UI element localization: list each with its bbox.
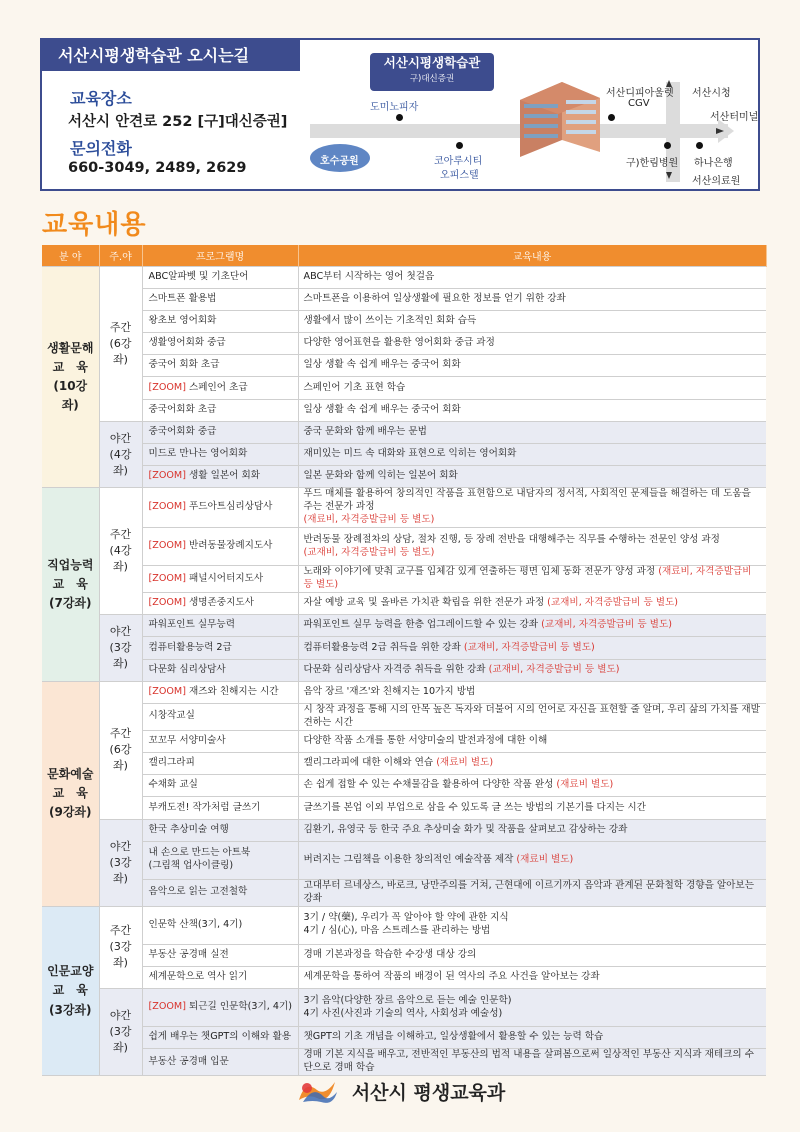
shift-label: 주간 <box>109 320 132 334</box>
program-name-text: 부캐도전! 작가처럼 글쓰기 <box>148 801 261 813</box>
area-cell <box>42 488 99 681</box>
program-name-text: 푸드아트심리상담사 <box>185 501 273 513</box>
description-text: 푸드 매체를 활용하여 창의적인 작품을 표현함으로 내담자의 정서적, 사회적인 문제들을 해결하는 데 도움을 주는 전문가 과정 <box>303 488 751 513</box>
program-description <box>298 333 766 355</box>
program-description <box>298 730 766 752</box>
program-description <box>298 637 766 659</box>
area-label: 교 육 <box>52 786 88 801</box>
table-row <box>42 704 766 731</box>
shift-cell <box>99 615 142 682</box>
program-name <box>142 593 298 615</box>
program-name <box>142 730 298 752</box>
program-description <box>298 879 766 906</box>
table-row <box>42 488 766 528</box>
program-name <box>142 266 298 288</box>
program-description <box>298 1049 766 1076</box>
program-name-text: 수채화 교실 <box>148 779 198 791</box>
program-name-text: 생활영어회화 중급 <box>148 337 226 349</box>
zoom-tag: [ZOOM] <box>148 685 186 697</box>
table-row <box>42 730 766 752</box>
footer <box>0 1076 800 1116</box>
program-name <box>142 906 298 944</box>
shift-label: 야간 <box>109 839 132 853</box>
description-text: 3기 음악(다양한 장르 음악으로 듣는 예술 인문학) <box>303 994 512 1006</box>
program-name-text: 부동산 공경매 입문 <box>148 1055 229 1067</box>
program-name-text: 한국 추상미술 여행 <box>148 823 229 835</box>
program-name-text: 퇴근길 인문학(3기, 4기) <box>185 1001 292 1013</box>
table-row <box>42 310 766 332</box>
table-row <box>42 775 766 797</box>
program-name <box>142 819 298 841</box>
program-description <box>298 906 766 944</box>
program-name-text: 내 손으로 만드는 아트북 <box>148 847 251 859</box>
map-label-bank: 하나은행 <box>694 158 733 169</box>
map-label-cityhall: 서산시청 <box>692 88 731 99</box>
fee-note: (재료비 별도) <box>513 853 574 865</box>
table-row <box>42 444 766 466</box>
program-name-text: 파워포인트 실무능력 <box>148 619 235 631</box>
description-text: 생활에서 많이 쓰이는 기초적인 회화 습득 <box>303 315 477 326</box>
program-name-text: 인문학 산책(3기, 4기) <box>148 918 243 930</box>
description-text: 일상 생활 속 쉽게 배우는 중국어 회화 <box>303 403 461 415</box>
footer-org: 서산시 평생교육과 <box>351 1081 506 1104</box>
program-name-text: 쉽게 배우는 챗GPT의 이해와 활용 <box>148 1031 291 1043</box>
table-row <box>42 266 766 288</box>
fee-note: (교재비, 자격증발급비 등 별도) <box>303 546 435 558</box>
table-row <box>42 288 766 310</box>
program-name <box>142 399 298 421</box>
header-description: 교육내용 <box>298 245 766 266</box>
description-text: 스페인어 기초 표현 학습 <box>303 381 406 393</box>
program-description <box>298 355 766 377</box>
description-text: 세계문학을 통하여 작품의 배경이 된 역사의 주요 사건을 알아보는 강좌 <box>303 971 600 982</box>
description-text: 스마트폰을 이용하여 일상생활에 필요한 정보를 얻기 위한 강좌 <box>303 292 566 304</box>
shift-cell <box>99 819 142 906</box>
program-name <box>142 333 298 355</box>
shift-cell <box>99 421 142 488</box>
program-name <box>142 615 298 637</box>
description-text: 일본 문화와 함께 익히는 일본어 회화 <box>303 470 458 482</box>
program-name <box>142 444 298 466</box>
map-label-medical: 서산의료원 <box>692 176 741 187</box>
shift-label: 주간 <box>109 924 132 938</box>
description-text: 자살 예방 교육 및 올바른 가치관 확립을 위한 전문가 과정 <box>303 597 545 609</box>
table-row <box>42 753 766 775</box>
header-shift: 주.야 <box>99 245 142 266</box>
area-label: 생활문해 <box>47 340 94 355</box>
table-row <box>42 637 766 659</box>
description-text: 버려지는 그림책을 이용한 창의적인 예술작품 제작 <box>303 853 514 865</box>
shift-label: (6강좌) <box>109 743 132 773</box>
program-description <box>298 753 766 775</box>
table-row <box>42 566 766 593</box>
program-description <box>298 488 766 528</box>
shift-label: 야간 <box>109 1009 132 1023</box>
zoom-tag: [ZOOM] <box>148 597 186 609</box>
table-row <box>42 797 766 819</box>
program-description <box>298 966 766 988</box>
description-text: 음악 장르 '재즈'와 친해지는 10가지 방법 <box>303 685 476 697</box>
area-label: 문화예술 <box>47 766 94 781</box>
program-description <box>298 797 766 819</box>
location-map <box>300 42 758 191</box>
description-text: 손 쉽게 접할 수 있는 수채물감을 활용하여 다양한 작품 완성 <box>303 779 554 791</box>
program-name-text: 미드로 만나는 영어회화 <box>148 448 248 460</box>
program-description <box>298 775 766 797</box>
program-name-text: ABC알파벳 및 기초단어 <box>148 270 249 282</box>
program-name-text: 중국어회화 중급 <box>148 425 217 437</box>
area-cell <box>42 681 99 906</box>
program-description <box>298 1027 766 1049</box>
program-name <box>142 566 298 593</box>
fee-note: (재료비 별도) <box>553 779 614 791</box>
building-title: 서산시평생학습관 <box>383 55 481 70</box>
program-name-text: 스마트폰 활용법 <box>148 292 217 304</box>
table-row <box>42 355 766 377</box>
table-row <box>42 466 766 488</box>
area-label: (3강좌) <box>48 1002 92 1017</box>
table-row <box>42 841 766 879</box>
description-text: 캘리그라피에 대한 이해와 연습 <box>303 757 434 769</box>
program-name <box>142 377 298 399</box>
table-row <box>42 377 766 399</box>
program-name-text: 시창작교실 <box>148 710 195 722</box>
building-callout <box>370 53 494 91</box>
shift-label: (4강좌) <box>109 447 132 477</box>
program-name-text: (그림책 업사이클링) <box>148 860 234 872</box>
area-label: 교 육 <box>52 983 88 998</box>
program-description <box>298 819 766 841</box>
zoom-tag: [ZOOM] <box>148 540 186 552</box>
map-roads <box>300 42 758 191</box>
table-row <box>42 989 766 1027</box>
map-label-lakepark: 호수공원 <box>320 156 359 167</box>
shift-cell <box>99 906 142 988</box>
zoom-tag: [ZOOM] <box>148 1001 186 1013</box>
description-text: 다문화 심리상담사 자격증 취득을 위한 강좌 <box>303 663 486 675</box>
program-name <box>142 681 298 703</box>
program-name-text: 중국어 회화 초급 <box>148 359 220 371</box>
map-marker <box>456 142 463 149</box>
table-row <box>42 399 766 421</box>
program-name-text: 패널시어터지도사 <box>185 572 264 584</box>
table-row <box>42 879 766 906</box>
program-name <box>142 310 298 332</box>
program-name <box>142 288 298 310</box>
table-row <box>42 528 766 566</box>
program-name-text: 재즈와 친해지는 시간 <box>185 685 279 697</box>
program-name <box>142 841 298 879</box>
program-name-text: 캘리그라피 <box>148 757 195 769</box>
program-description <box>298 421 766 443</box>
map-label-officetel: 오피스텔 <box>440 170 479 181</box>
area-label: 인문교양 <box>47 964 94 979</box>
fee-note: (재료비 별도) <box>433 757 494 769</box>
shift-label: 야간 <box>109 625 132 639</box>
map-label-outlet: 서산디피아울렛 <box>606 88 674 99</box>
program-description <box>298 444 766 466</box>
shift-label: 야간 <box>109 431 132 445</box>
map-marker <box>664 142 671 149</box>
program-name-text: 꼬꼬무 서양미술사 <box>148 735 226 746</box>
table-row <box>42 681 766 703</box>
program-name-text: 왕초보 영어회화 <box>148 315 217 326</box>
program-description <box>298 566 766 593</box>
program-description <box>298 989 766 1027</box>
map-marker <box>396 114 403 121</box>
curriculum-table <box>42 245 767 1076</box>
program-description <box>298 288 766 310</box>
shift-label: (4강좌) <box>109 544 132 574</box>
building-subtitle: 구)대신증권 <box>409 74 455 84</box>
description-text: 경매 기본과정을 학습한 수강생 대상 강의 <box>303 948 477 960</box>
area-label: (9강좌) <box>48 805 92 820</box>
program-name-text: 반려동물장례지도사 <box>185 540 273 552</box>
program-description <box>298 593 766 615</box>
shift-label: (3강좌) <box>109 1025 132 1055</box>
table-row <box>42 819 766 841</box>
program-description <box>298 615 766 637</box>
shift-cell <box>99 266 142 421</box>
area-cell <box>42 266 99 488</box>
phone-value: 660-3049, 2489, 2629 <box>68 160 247 176</box>
program-name <box>142 488 298 528</box>
description-text: 컴퓨터활용능력 2급 취득을 위한 강좌 <box>303 641 461 653</box>
header-program: 프로그램명 <box>142 245 298 266</box>
program-name <box>142 989 298 1027</box>
program-description <box>298 659 766 681</box>
program-description <box>298 944 766 966</box>
program-name-text: 음악으로 읽는 고전철학 <box>148 886 248 898</box>
program-name <box>142 966 298 988</box>
description-text: ABC부터 시작하는 영어 첫걸음 <box>303 270 435 282</box>
area-label: 직업능력 <box>47 557 94 572</box>
zoom-tag: [ZOOM] <box>148 381 186 393</box>
description-text: 다양한 영어표현을 활용한 영어회화 중급 과정 <box>303 337 495 349</box>
program-name <box>142 1027 298 1049</box>
area-label: (10강좌) <box>53 378 88 413</box>
shift-label: 주간 <box>109 528 132 542</box>
shift-label: (3강좌) <box>109 940 132 970</box>
program-name-text: 스페인어 초급 <box>185 381 248 393</box>
zoom-tag: [ZOOM] <box>148 572 186 584</box>
table-row <box>42 593 766 615</box>
location-info-box <box>40 38 760 191</box>
program-description <box>298 377 766 399</box>
directions-title: 서산시평생학습관 오시는길 <box>42 40 300 71</box>
program-name <box>142 1049 298 1076</box>
program-name-text: 생활 일본어 회화 <box>185 470 260 482</box>
table-header-row <box>42 245 766 266</box>
description-text: 4기 사진(사진과 기술의 역사, 사회성과 예술성) <box>303 1007 503 1019</box>
description-text: 파워포인트 실무 능력을 한층 업그레이드할 수 있는 강좌 <box>303 619 539 631</box>
table-row <box>42 333 766 355</box>
area-label: 교 육 <box>52 359 88 374</box>
program-name <box>142 659 298 681</box>
program-description <box>298 528 766 566</box>
table-row <box>42 421 766 443</box>
program-name <box>142 421 298 443</box>
program-name <box>142 355 298 377</box>
shift-cell <box>99 488 142 615</box>
description-text: 김환기, 유영국 등 한국 주요 추상미술 화가 및 작품을 살펴보고 감상하는 강좌 <box>303 823 628 835</box>
location-label: 교육장소 <box>70 89 132 108</box>
shift-label: (6강좌) <box>109 336 132 366</box>
phone-label: 문의전화 <box>70 139 132 158</box>
description-text: 재미있는 미드 속 대화와 표현으로 익히는 영어회화 <box>303 448 517 460</box>
table-row <box>42 1027 766 1049</box>
program-name-text: 중국어회화 초급 <box>148 403 217 415</box>
fee-note: (교재비, 자격증발급비 등 별도) <box>538 619 672 631</box>
program-name <box>142 704 298 731</box>
program-name <box>142 775 298 797</box>
table-row <box>42 906 766 944</box>
program-description <box>298 466 766 488</box>
shift-label: (3강좌) <box>109 641 132 670</box>
description-text: 노래와 이야기에 맞춰 교구를 입체감 있게 연출하는 평면 입체 동화 전문가 양성 과정 <box>303 566 656 578</box>
map-label-domino: 도미노피자 <box>370 102 419 113</box>
program-name <box>142 879 298 906</box>
program-description <box>298 399 766 421</box>
program-name-text: 생명존중지도사 <box>185 597 254 609</box>
header-area: 분 야 <box>42 245 99 266</box>
program-name-text: 컴퓨터활용능력 2급 <box>148 641 232 653</box>
map-marker <box>696 142 703 149</box>
description-text: 다양한 작품 소개를 통한 서양미술의 발전과정에 대한 이해 <box>303 735 548 746</box>
map-label-korucity: 코아루시티 <box>434 156 483 167</box>
description-text: 시 창작 과정을 통해 시의 안목 높은 독자와 더불어 시의 언어로 자신을 표현할 줄 알며, 우리 삶의 가치를 재발견하는 시간 <box>303 704 760 728</box>
table-row <box>42 615 766 637</box>
program-description <box>298 704 766 731</box>
shift-label: 주간 <box>109 727 132 741</box>
table-row <box>42 659 766 681</box>
fee-note: (교재비, 자격증발급비 등 별도) <box>544 597 679 609</box>
shift-cell <box>99 989 142 1076</box>
description-text: 중국 문화와 함께 배우는 문법 <box>303 425 427 437</box>
fee-note: (재료비, 자격증발급비 등 별도) <box>303 514 435 526</box>
program-name <box>142 797 298 819</box>
program-name <box>142 637 298 659</box>
fee-note: (교재비, 자격증발급비 등 별도) <box>485 663 620 675</box>
table-row <box>42 944 766 966</box>
description-text: 일상 생활 속 쉽게 배우는 중국어 회화 <box>303 359 461 371</box>
program-name <box>142 753 298 775</box>
program-name-text: 부동산 공경매 실전 <box>148 948 229 960</box>
program-description <box>298 681 766 703</box>
map-label-cgv: CGV <box>628 98 650 109</box>
program-name-text: 다문화 심리상담사 <box>148 663 226 675</box>
program-name <box>142 944 298 966</box>
shift-label: (3강좌) <box>109 855 132 885</box>
area-cell <box>42 906 99 1075</box>
section-title: 교육내용 <box>42 210 147 240</box>
description-text: 글쓰기를 본업 이외 부업으로 삼을 수 있도록 글 쓰는 방법의 기본기를 다지는 시간 <box>303 801 646 813</box>
description-text: 4기 / 심(心), 마음 스트레스를 관리하는 방법 <box>303 925 491 937</box>
program-description <box>298 841 766 879</box>
description-text: 고대부터 르네상스, 바로크, 낭만주의를 거쳐, 근현대에 이르기까지 음악과 관계된 문화철학 경향을 알아보는 강좌 <box>303 879 754 904</box>
seosan-logo-icon <box>295 1076 339 1106</box>
fee-note: (재료비, 자격증발급비 등 별도) <box>303 566 752 591</box>
program-description <box>298 310 766 332</box>
description-text: 반려동물 장례절차의 상담, 절차 진행, 등 장례 전반을 대행해주는 직무를 수행하는 전문인 양성 과정 <box>303 533 720 545</box>
location-value: 서산시 안견로 252 [구]대신증권] <box>68 114 288 130</box>
table-body <box>42 266 766 1076</box>
table-row <box>42 966 766 988</box>
description-text: 3기 / 약(藥), 우리가 꼭 알아야 할 약에 관한 지식 <box>303 912 509 924</box>
zoom-tag: [ZOOM] <box>148 501 186 513</box>
map-label-terminal: 서산터미널 <box>710 112 759 123</box>
map-label-hospital: 구)한림병원 <box>626 158 679 169</box>
table-row <box>42 1049 766 1076</box>
map-marker <box>608 114 615 121</box>
description-text: 경매 기본 지식을 배우고, 전반적인 부동산의 법적 내용을 살펴봄으로써 일상적인 부동산 지식과 재테크의 수단으로 경매 학습 <box>303 1049 754 1074</box>
program-description <box>298 266 766 288</box>
zoom-tag: [ZOOM] <box>148 470 186 482</box>
building-icon <box>520 82 600 157</box>
area-label: (7강좌) <box>48 596 92 611</box>
program-name-text: 세계문학으로 역사 읽기 <box>148 971 248 982</box>
area-label: 교 육 <box>52 577 88 591</box>
description-text: 챗GPT의 기초 개념을 이해하고, 일상생활에서 활용할 수 있는 능력 학습 <box>303 1031 604 1043</box>
shift-cell <box>99 681 142 819</box>
fee-note: (교재비, 자격증발급비 등 별도) <box>460 641 595 653</box>
program-name <box>142 528 298 566</box>
program-name <box>142 466 298 488</box>
